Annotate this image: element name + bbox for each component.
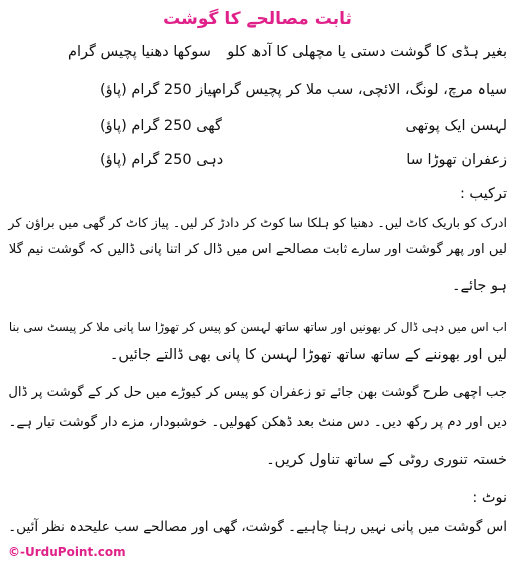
ingredient-3-right: لہسن ایک پوتھی — [405, 118, 507, 134]
method-line: ادرک کو باریک کاٹ لیں۔ دھنیا کو ہلکا سا کوٹ کر دادڑ کر لیں۔ پیاز کاٹ کر گھی میں براؤن کر — [8, 215, 507, 230]
method-line: ہو جائے۔ — [451, 278, 507, 294]
method-heading: ترکیب : — [459, 186, 507, 202]
method-line: لیں اور پھر گوشت اور سارے ثابت مصالحے اس میں ڈال کر اتنا پانی ڈالیں کہ گوشت نیم گلا — [8, 242, 507, 257]
note-text: اس گوشت میں پانی نہیں رہنا چاہیے۔ گوشت، گھی اور مصالحے سب علیحدہ نظر آئیں۔ — [8, 519, 507, 535]
ingredient-2-left: پیاز 250 گرام (پاؤ) — [100, 82, 217, 98]
method-line: اب اس میں دہی ڈال کر بھونیں اور ساتھ ساتھ لہسن کو پیس کر تھوڑا سا پانی ملا کر پیسٹ سی بنا — [8, 320, 507, 334]
note-heading: نوٹ : — [472, 490, 507, 506]
recipe-title: ثابت مصالحے کا گوشت — [163, 9, 352, 29]
ingredient-1-left: سوکھا دھنیا پچیس گرام — [68, 44, 211, 60]
method-line: جب اچھی طرح گوشت بھن جائے تو زعفران کو پیس کر کیوڑے میں حل کر کے گوشت پر ڈال — [8, 385, 507, 400]
ingredient-2-right: سیاہ مرچ، لونگ، الائچی، سب ملا کر پچیس گرام — [212, 82, 507, 98]
method-line: دیں اور دم پر رکھ دیں۔ دس منٹ بعد ڈھکن کھولیں۔ خوشبودار، مزے دار گوشت تیار ہے۔ — [8, 414, 507, 430]
ingredient-4-left: دہی 250 گرام (پاؤ) — [100, 152, 224, 168]
ingredient-4-right: زعفران تھوڑا سا — [406, 152, 507, 168]
method-line: لیں اور بھوننے کے ساتھ ساتھ تھوڑا لہسن کا پانی بھی ڈالتے جائیں۔ — [109, 347, 507, 363]
urdupoint-watermark: ©-UrduPoint.com — [8, 545, 126, 559]
method-line: خستہ تنوری روٹی کے ساتھ تناول کریں۔ — [266, 452, 507, 468]
ingredient-3-left: گھی 250 گرام (پاؤ) — [100, 118, 222, 134]
ingredient-1-right: بغیر ہڈی کا گوشت دستی یا مچھلی کا آدھ کلو — [227, 44, 507, 60]
